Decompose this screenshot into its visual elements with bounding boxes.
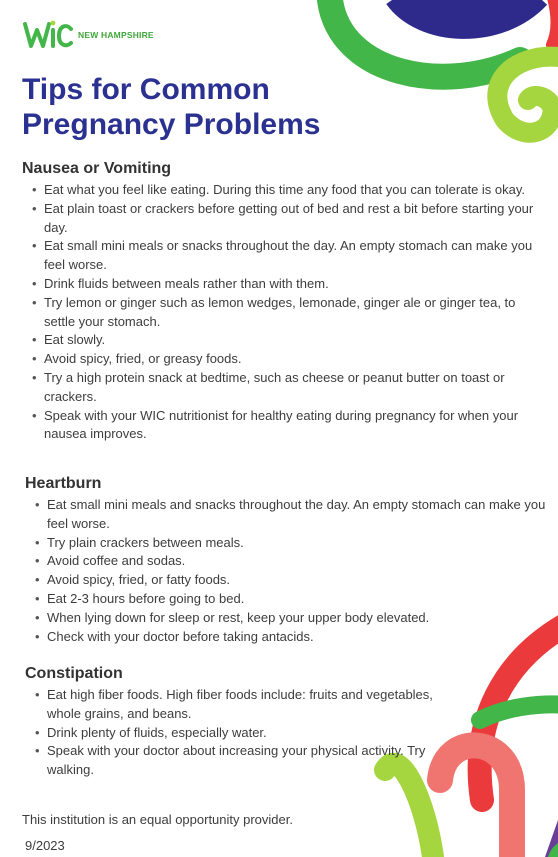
list-item: • Eat high fiber foods. High fiber foods include: fruits and vegetables, whole grains, and beans. [25, 686, 465, 724]
list-item: • Avoid spicy, fried, or fatty foods. [25, 571, 550, 590]
list-item: • Speak with your WIC nutritionist for healthy eating during pregnancy for when your nausea improves. [22, 407, 547, 445]
wic-logo [22, 16, 154, 54]
logo-region-text: NEW HAMPSHIRE [78, 30, 154, 40]
navy-arc-shape [392, 0, 542, 32]
list-item: • Eat small mini meals and snacks throughout the day. An empty stomach can make you feel worse. [25, 496, 550, 534]
document-date: 9/2023 [25, 838, 65, 853]
title-line-1: Tips for Common [22, 73, 270, 106]
wic-logo-mark [22, 16, 74, 54]
list-item: • When lying down for sleep or rest, keep your upper body elevated. [25, 609, 550, 628]
section-nausea-vomiting [22, 159, 547, 444]
list-item: • Eat plain toast or crackers before getting out of bed and rest a bit before starting your day. [22, 200, 547, 238]
section-constipation [25, 664, 465, 780]
list-item: • Drink plenty of fluids, especially water. [25, 724, 465, 743]
tips-list [25, 686, 465, 780]
list-item: • Check with your doctor before taking antacids. [25, 628, 550, 647]
lime-swirl-shape [497, 57, 558, 133]
title-line-2: Pregnancy Problems [22, 108, 321, 141]
list-item: • Speak with your doctor about increasing your physical activity. Try walking. [25, 742, 465, 780]
green-bottom-swoosh-shape [480, 704, 558, 720]
list-item: • Try plain crackers between meals. [25, 534, 550, 553]
section-heading: Constipation [25, 665, 123, 682]
tips-list [22, 181, 547, 444]
section-heartburn [25, 474, 550, 646]
tips-list [25, 496, 550, 646]
list-item: • Eat small mini meals or snacks throughout the day. An empty stomach can make you feel worse. [22, 237, 547, 275]
section-heading: Nausea or Vomiting [22, 160, 172, 177]
list-item: • Eat slowly. [22, 331, 547, 350]
list-item: • Try lemon or ginger such as lemon wedges, lemonade, ginger ale or ginger tea, to settle your stomach. [22, 294, 547, 332]
section-heading: Heartburn [25, 475, 102, 492]
page-title [22, 72, 320, 142]
red-hook-shape [552, 0, 557, 45]
list-item: • Try a high protein snack at bedtime, such as cheese or peanut butter on toast or crackers. [22, 369, 547, 407]
list-item: • Eat 2-3 hours before going to bed. [25, 590, 550, 609]
list-item: • Avoid spicy, fried, or greasy foods. [22, 350, 547, 369]
list-item: • Drink fluids between meals rather than with them. [22, 275, 547, 294]
equal-opportunity-statement: This institution is an equal opportunity provider. [22, 812, 293, 827]
list-item: • Avoid coffee and sodas. [25, 552, 550, 571]
list-item: • Eat what you feel like eating. During this time any food that you can tolerate is okay. [22, 181, 547, 200]
